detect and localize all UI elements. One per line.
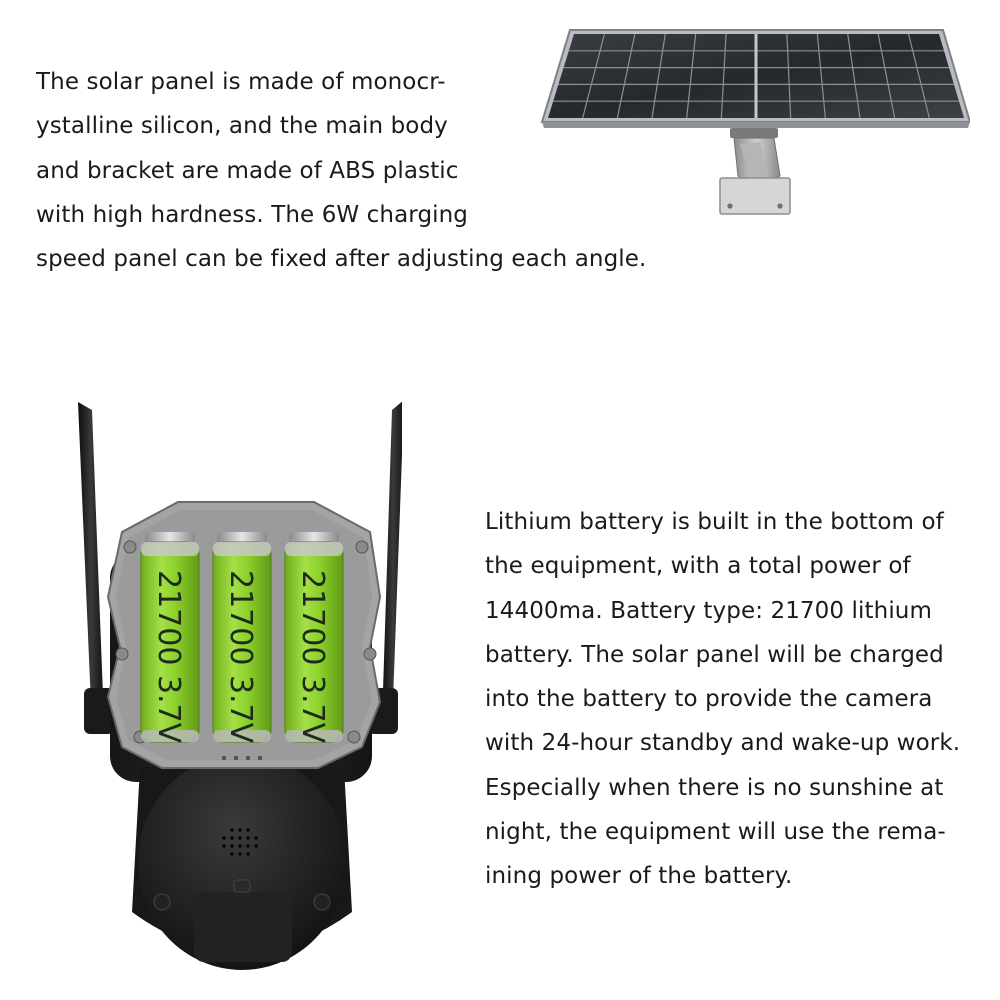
solar-description-line-4: with high hardness. The 6W charging [36,201,469,228]
battery-description-line-5: into the battery to provide the camera [485,686,933,713]
battery-description-line-3: 14400ma. Battery type: 21700 lithium [485,597,932,624]
battery-description-line-4: battery. The solar panel will be charged [485,641,944,668]
battery-description-line-2: the equipment, with a total power of [485,553,911,580]
solar-description-line-5: speed panel can be fixed after adjusting each angle. [36,246,647,273]
battery-description-line-1: Lithium battery is built in the bottom of [485,509,944,535]
battery-cell-3 [285,532,343,744]
battery-description-line-7: Especially when there is no sunshine at [485,774,944,801]
battery-description-line-6: with 24-hour standby and wake-up work. [485,730,961,757]
solar-description-line-1: The solar panel is made of monocr- [36,69,446,95]
solar-panel-image [538,26,970,220]
camera-battery-image [62,392,402,992]
solar-description-line-3: and bracket are made of ABS plastic [36,157,459,184]
battery-description-line-8: night, the equipment will use the rema- [485,819,946,846]
battery-cell-1-label: 21700 3.7V [151,570,186,744]
battery-description-line-9: ining power of the battery. [485,863,793,890]
battery-description [485,500,960,899]
solar-description-line-2: ystalline silicon, and the main body [36,113,448,140]
battery-cell-2-label: 21700 3.7V [223,570,258,744]
battery-cell-3-label: 21700 3.7V [295,570,330,744]
battery-cell-2 [213,532,271,744]
battery-cell-1 [141,532,199,744]
